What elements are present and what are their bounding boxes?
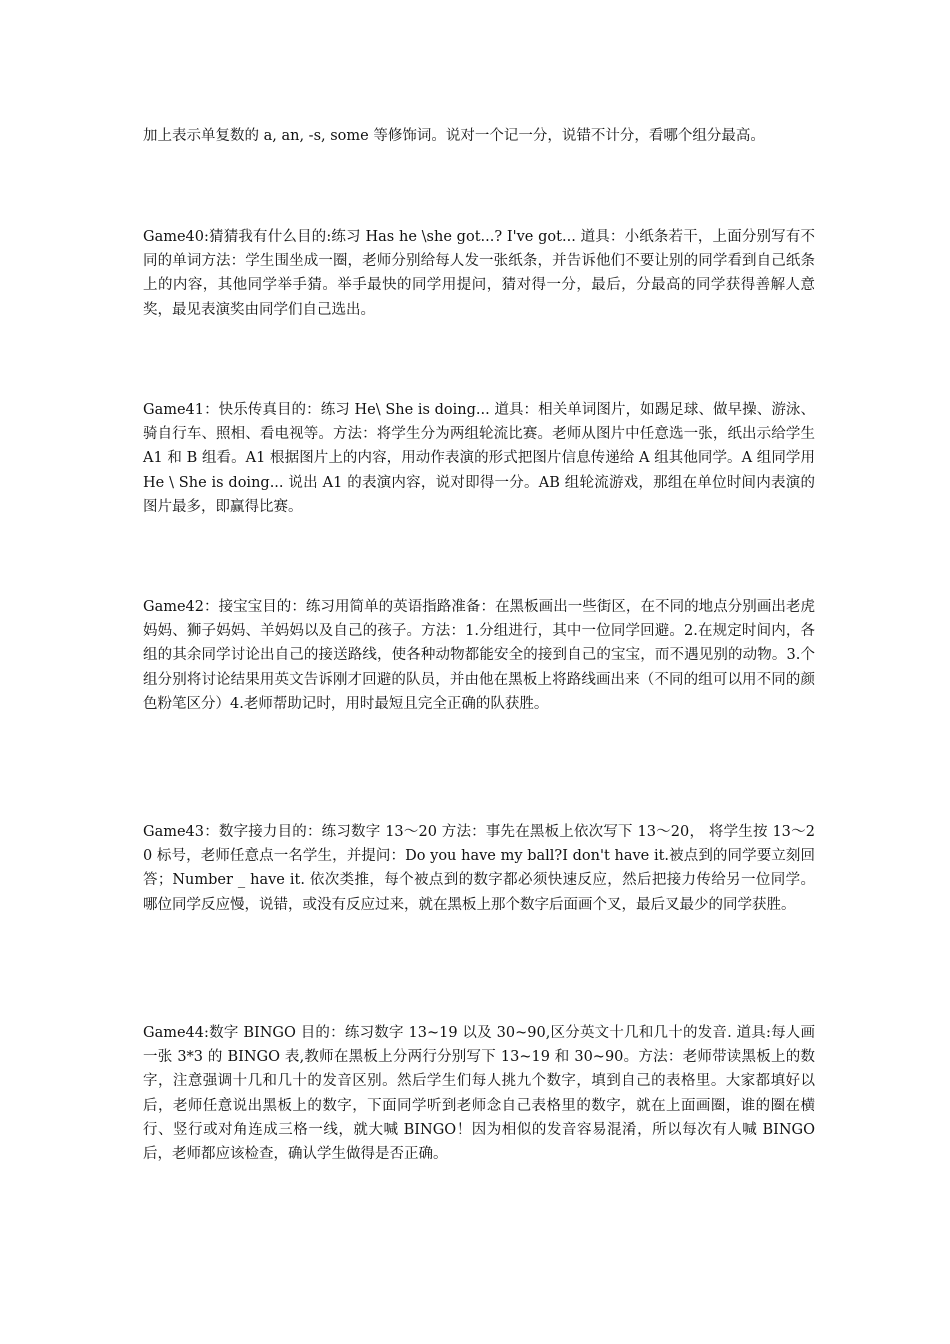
paragraph-intro-continuation: 加上表示单复数的 a, an, -s, some 等修饰词。说对一个记一分，说错不计分，看哪个组分最高。 (143, 128, 765, 144)
paragraph-game42: Game42：接宝宝目的：练习用简单的英语指路准备：在黑板画出一些街区，在不同的地点分别画出老虎妈妈、狮子妈妈、羊妈妈以及自己的孩子。方法：1.分组进行，其中一位同学回避。2.在规定时间内，各组的其余同学讨论出自己的接送路线，使各种动物都能安全的接到自己的宝宝，而不遇见别的动物。3.个组分别将讨论结果用英文告诉刚才回避的队员，并由他在黑板上将路线画出来（不同的组可以用不同的颜色粉笔区分）4.老师帮助记时，用时最短且完全正确的队获胜。 (143, 599, 815, 712)
paragraph-game40: Game40:猜猜我有什么目的:练习 Has he \she got...? I've got... 道具：小纸条若干，上面分别写有不同的单词方法：学生围坐成一圈，老师分别给每人发一张纸条，并告诉他们不要让别的同学看到自己纸条上的内容，其他同学举手猜。举手最快的同学用提问，猜对得一分，最后，分最高的同学获得善解人意奖，最见表演奖由同学们自己选出。 (143, 229, 815, 318)
paragraph-game41: Game41：快乐传真目的：练习 He\ She is doing... 道具：相关单词图片，如踢足球、做早操、游泳、骑自行车、照相、看电视等。方法：将学生分为两组轮流比赛。老师从图片中任意选一张，纸出示给学生 A1 和 B 组看。A1 根据图片上的内容，用动作表演的形式把图片信息传递给 A 组其他同学。A 组同学用 He \ She is doing... 说出 A1 的表演内容，说对即得一分。AB 组轮流游戏，那组在单位时间内表演的图片最多，即赢得比赛。 (143, 402, 815, 515)
paragraph-game44: Game44:数字 BINGO 目的：练习数字 13~19 以及 30~90,区分英文十几和几十的发音. 道具:每人画一张 3*3 的 BINGO 表,教师在黑板上分两行分别写下 13~19 和 30~90。方法：老师带读黑板上的数字，注意强调十几和几十的发音区别。然后学生们每人挑九个数字，填到自己的表格里。大家都填好以后，老师任意说出黑板上的数字，下面同学听到老师念自己表格里的数字，就在上面画圈，谁的圈在横行、竖行或对角连成三格一线，就大喊 BINGO！因为相似的发音容易混淆，所以每次有人喊 BINGO 后，老师都应该检查，确认学生做得是否正确。 (143, 1025, 815, 1163)
paragraph-game43: Game43：数字接力目的：练习数字 13～20 方法：事先在黑板上依次写下 13～20， 将学生按 13～20 标号，老师任意点一名学生，并提问：Do you have my ball?I don't have it.被点到的同学要立刻回答；Number _ have it. 依次类推，每个被点到的数字都必须快速反应，然后把接力传给另一位同学。哪位同学反应慢，说错，或没有反应过来，就在黑板上那个数字后面画个叉，最后叉最少的同学获胜。 (143, 824, 815, 913)
